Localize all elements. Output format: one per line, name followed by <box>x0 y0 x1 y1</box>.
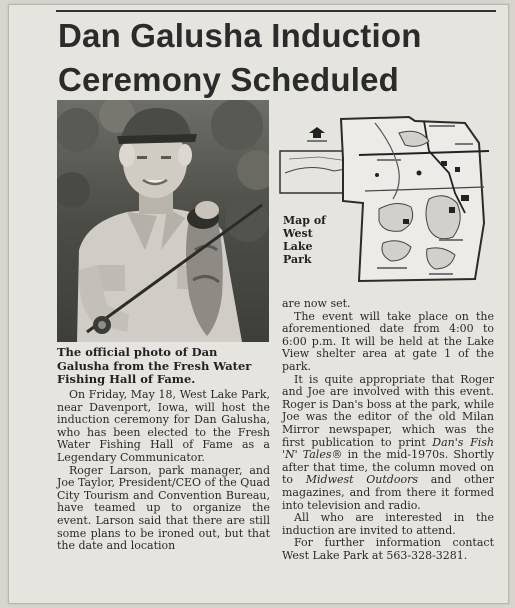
map-label-line-2: West <box>283 227 313 240</box>
magazine-title-midwest-outdoors: Midwest Outdoors <box>305 473 418 487</box>
headline-line-1: Dan Galusha Induction <box>58 17 422 54</box>
top-rule <box>56 10 496 12</box>
fisherman-photo <box>57 100 269 342</box>
map-label-line-3: Lake <box>283 240 313 253</box>
headline-line-2: Ceremony Scheduled <box>58 61 400 98</box>
fisherman-photo-drawing <box>57 100 269 342</box>
map-label <box>283 214 345 266</box>
article-column-1 <box>57 389 270 553</box>
article-paragraph-6: For further information contact West Lake Park at 563-328-3281. <box>282 536 494 562</box>
article-paragraph-4-part-a: It is quite appropriate that Roger and Joe are involved with this event. Roger is Dan's boss at the park, while Joe was the editor of the old Milan Mirror newspaper, which was the first publication to print <box>282 372 494 449</box>
article-paragraph-4-part-b: ® in the mid-1970s. Shortly after that time, the column moved on to <box>282 448 494 487</box>
article-paragraph-4 <box>282 374 494 513</box>
article-paragraph-5: All who are interested in the induction are invited to attend. <box>282 511 494 537</box>
map-label-line-4: Park <box>283 253 312 266</box>
map-label-line-1: Map of <box>283 214 326 227</box>
column-title-dans-fish-n-tales: Dan's Fish 'N' Tales <box>282 435 494 462</box>
article-paragraph-2-continued: are now set. <box>282 297 351 310</box>
headline <box>58 14 498 102</box>
photo-caption: The official photo of Dan Galusha from the Fresh Water Fishing Hall of Fame. <box>57 345 252 386</box>
article-paragraph-4-part-c: and other magazines, and from there it formed into television and radio. <box>282 473 494 512</box>
article-column-2 <box>282 298 494 562</box>
article-paragraph-1: On Friday, May 18, West Lake Park, near Davenport, Iowa, will host the induction ceremony for Dan Galusha, who has been elected to the Fresh Water Fishing Hall of Fame as a Legendary Communicator. <box>57 388 270 464</box>
article-paragraph-2: Roger Larson, park manager, and Joe Taylor, President/CEO of the Quad City Tourism and Convention Bureau, have teamed up to organize the event. Larson said that there are still some plans to be ironed out, but that the date and location <box>57 463 270 553</box>
article-paragraph-3: The event will take place on the aforementioned date from 4:00 to 6:00 p.m. It will be held at the Lake View shelter area at gate 1 of the park. <box>282 309 494 373</box>
